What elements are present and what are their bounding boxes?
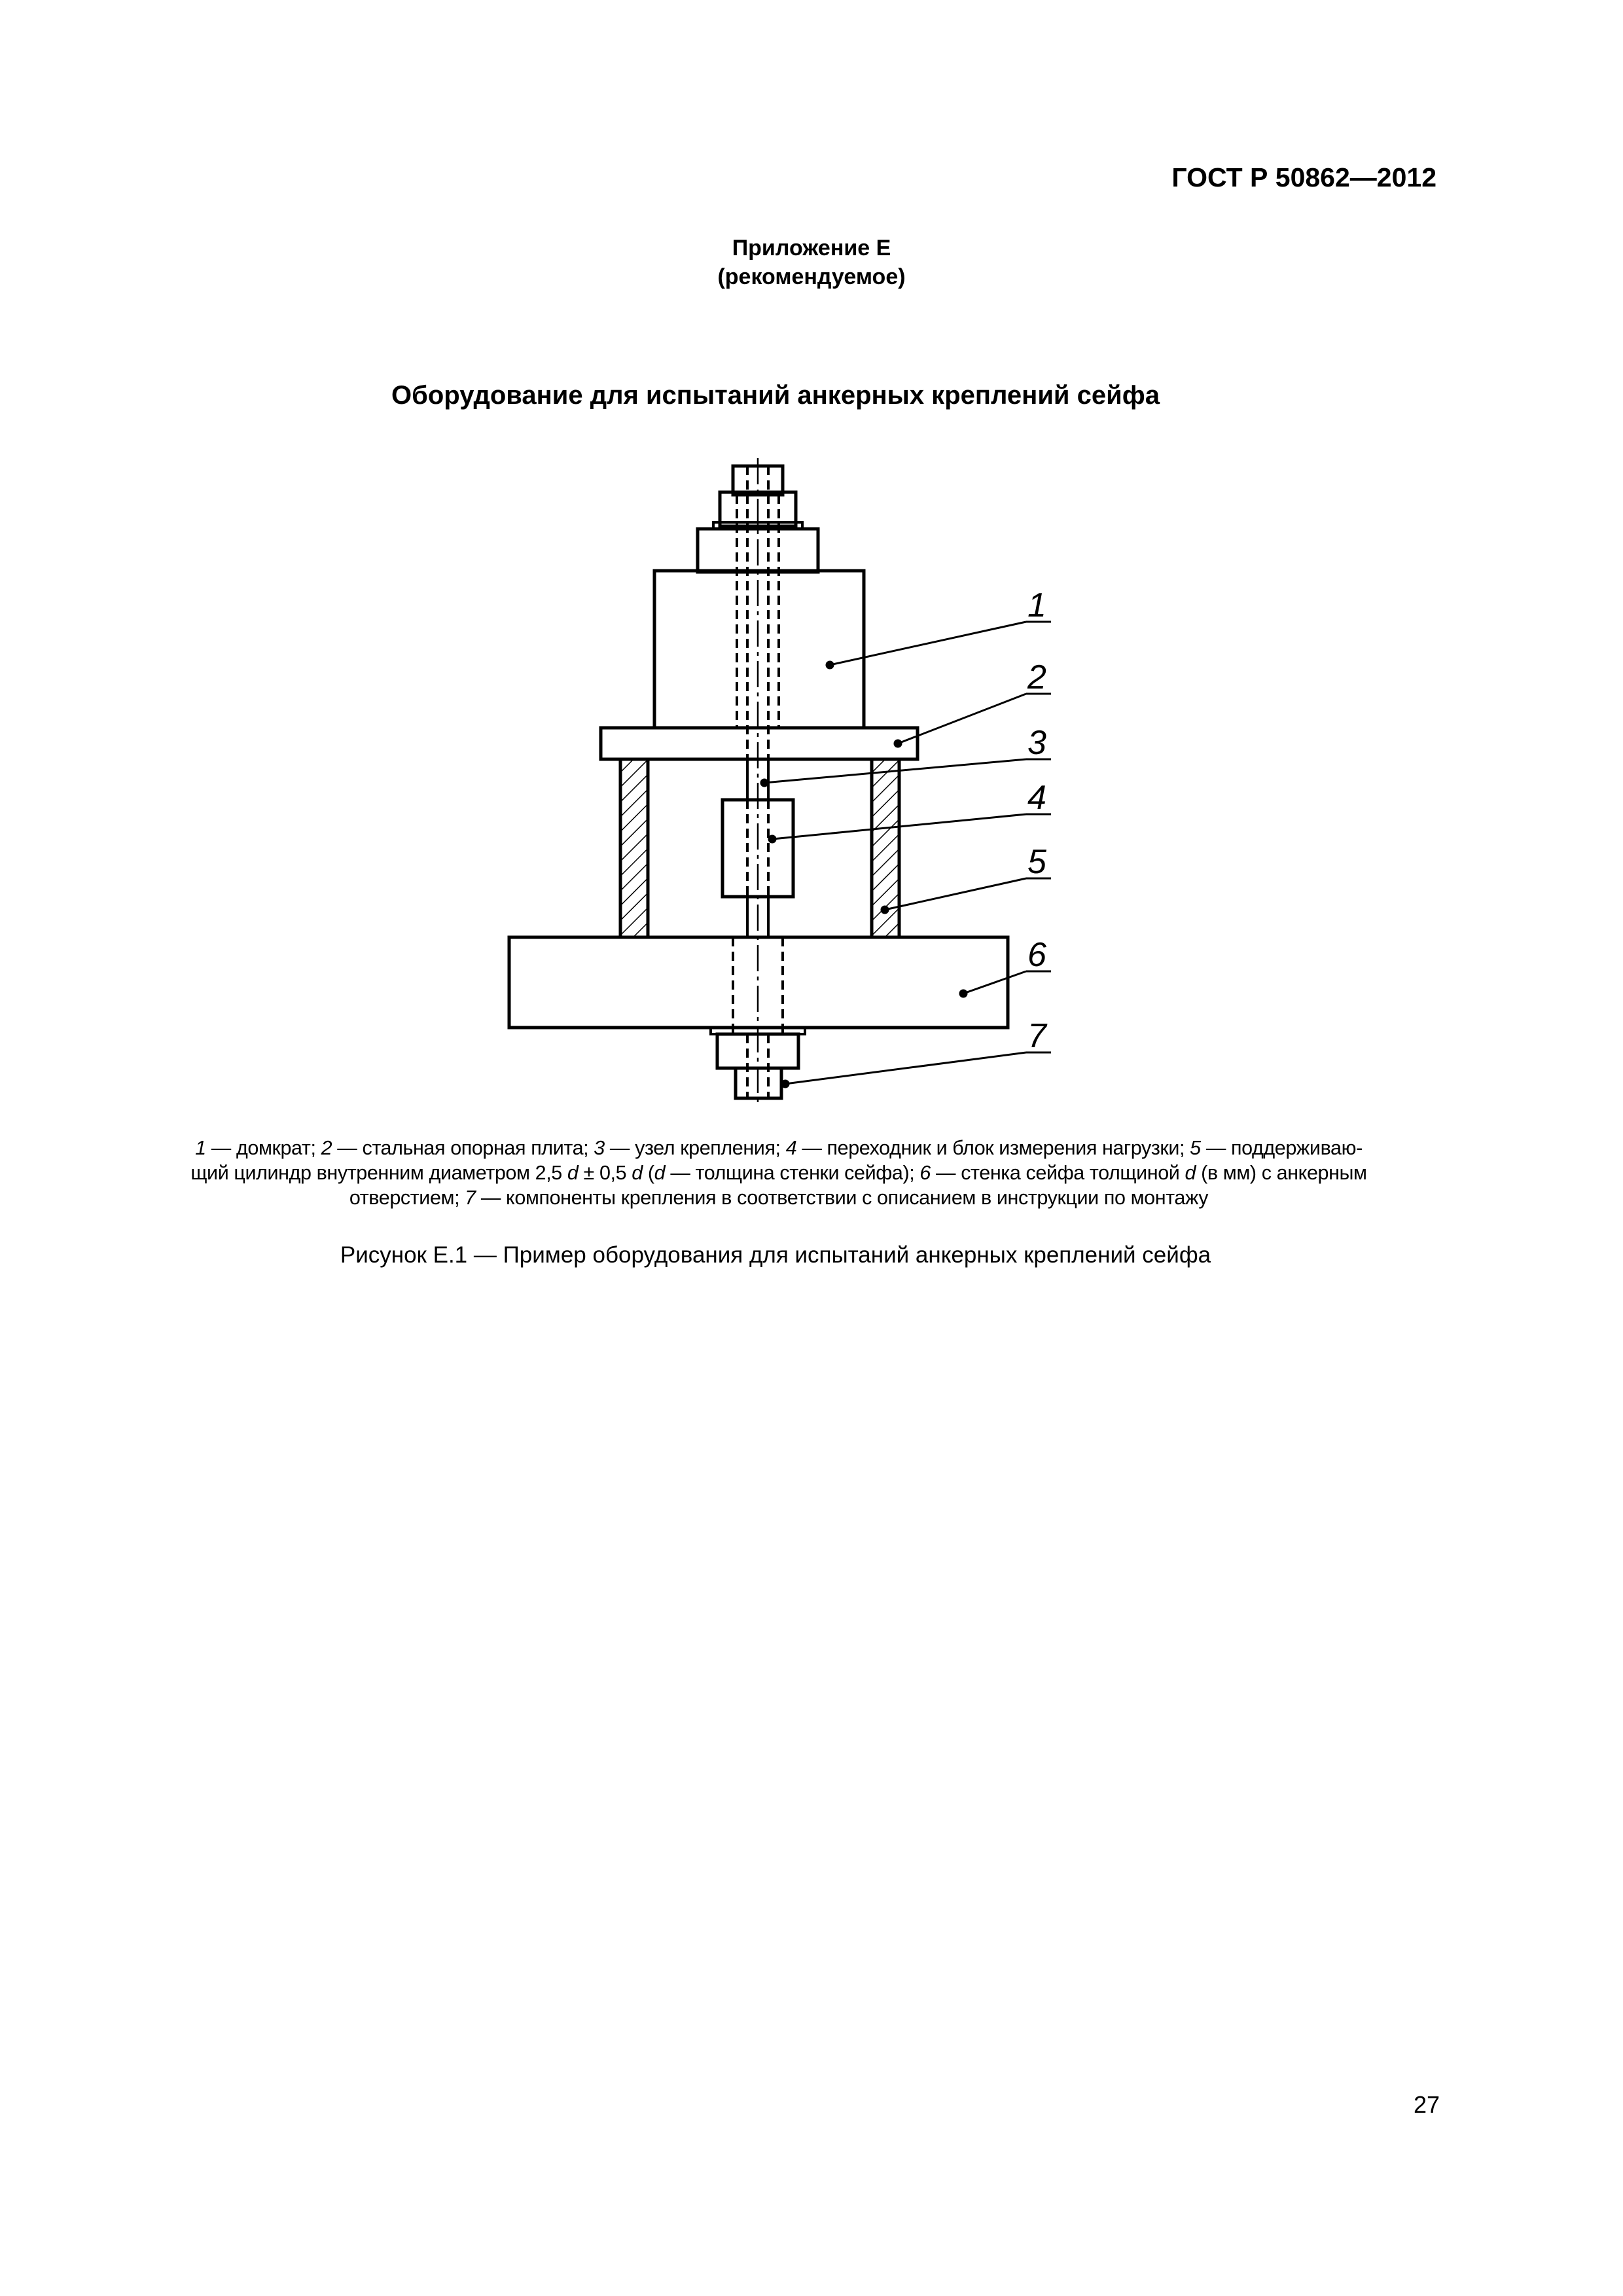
legend-text: — переходник и блок измерения нагрузки;: [796, 1137, 1190, 1159]
legend-key-3: 3: [594, 1137, 605, 1159]
steel-support-plate: [601, 728, 918, 759]
section-title: Оборудование для испытаний анкерных креплений сейфа: [391, 381, 1160, 410]
legend-text: — стальная опорная плита;: [332, 1137, 594, 1159]
legend-text: — домкрат;: [205, 1137, 321, 1159]
legend-key-7: 7: [465, 1187, 476, 1209]
legend-var-d: d: [632, 1162, 643, 1184]
legend-key-2: 2: [321, 1137, 332, 1159]
legend-text: ± 0,5: [578, 1162, 632, 1184]
leader-line-2: [898, 694, 1026, 744]
leader-line-6: [963, 971, 1026, 994]
legend-text: — узел крепления;: [604, 1137, 786, 1159]
leader-label-6: 6: [1027, 936, 1046, 974]
legend-text: (в мм) с анкерным: [1196, 1162, 1367, 1184]
leader-dot-7: [782, 1081, 789, 1087]
leader-dot-1: [827, 662, 833, 668]
leader-dot-3: [761, 780, 768, 786]
jack-body: [654, 571, 864, 728]
leader-dot-2: [895, 740, 901, 747]
legend-line-3: [118, 1185, 1440, 1210]
legend-key-6: 6: [919, 1162, 931, 1184]
legend-var-d: d: [654, 1162, 666, 1184]
legend-key-4: 4: [785, 1137, 797, 1159]
leader-label-5: 5: [1027, 843, 1046, 881]
leader-label-4: 4: [1027, 779, 1046, 817]
figure-legend: [118, 1136, 1440, 1210]
legend-line-2: [118, 1160, 1440, 1185]
annex-title: Приложение Е: [732, 236, 891, 260]
legend-text: — компоненты крепления в соответствии с описанием в инструкции по монтажу: [475, 1187, 1209, 1209]
legend-text: — стенка сейфа толщиной: [930, 1162, 1185, 1184]
legend-var-d: d: [1185, 1162, 1196, 1184]
anchor-test-equipment-drawing: [0, 0, 1623, 1113]
legend-key-1: 1: [195, 1137, 206, 1159]
leader-dot-5: [882, 906, 888, 913]
legend-key-5: 5: [1190, 1137, 1201, 1159]
legend-text: (: [642, 1162, 654, 1184]
leader-line-7: [785, 1052, 1026, 1084]
annex-status: (рекомендуемое): [717, 264, 906, 289]
legend-text: — поддерживаю-: [1200, 1137, 1363, 1159]
leader-label-7: 7: [1027, 1017, 1046, 1055]
legend-line-1: [118, 1136, 1440, 1160]
leader-label-1: 1: [1027, 586, 1046, 624]
legend-text: щий цилиндр внутренним диаметром 2,5: [190, 1162, 567, 1184]
leader-label-3: 3: [1027, 724, 1046, 762]
page-number: 27: [1413, 2091, 1440, 2118]
leader-dot-6: [960, 990, 967, 997]
figure-caption: Рисунок Е.1 — Пример оборудования для испытаний анкерных креплений сейфа: [340, 1242, 1211, 1268]
document-code: ГОСТ Р 50862—2012: [1171, 162, 1436, 192]
leader-line-1: [830, 622, 1026, 665]
leader-label-2: 2: [1027, 658, 1046, 696]
legend-var-d: d: [567, 1162, 579, 1184]
support-cylinder-left-wall: [620, 759, 648, 937]
leader-dot-4: [769, 836, 776, 842]
leader-line-5: [885, 878, 1026, 910]
legend-text: отверстием;: [349, 1187, 465, 1209]
legend-text: — толщина стенки сейфа);: [665, 1162, 920, 1184]
